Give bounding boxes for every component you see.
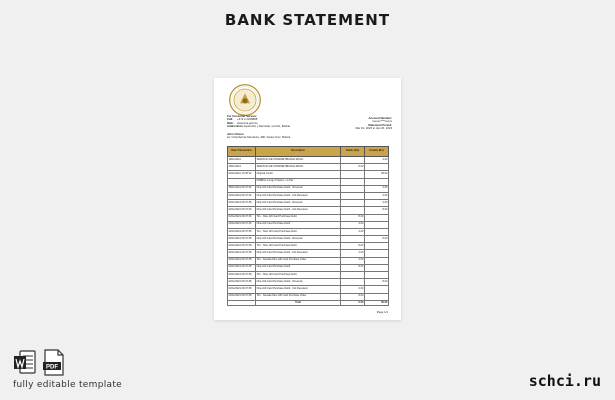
customer-address: Av. Cristóbal de Mendoza, 390, Santa Cruz, Bolivia <box>227 135 291 140</box>
transactions-table <box>227 146 389 306</box>
credit-cell: 2.00 <box>365 185 389 192</box>
table-row <box>228 192 389 199</box>
date-cell <box>228 178 256 185</box>
description-cell: Tim - Nine Gift Card Purchase Debit <box>256 243 341 250</box>
statement-period-label: Statement Period: <box>368 122 392 127</box>
word-icon <box>13 349 36 376</box>
description-cell: Nine Gift Card Purchase Debit - Not Received <box>256 207 341 214</box>
description-cell: Nine Gift Card Purchase Debit <box>256 264 341 271</box>
column-header: Date Transaction <box>228 147 256 157</box>
date-cell: 02/11/2021 13:45:32 <box>228 171 256 178</box>
page-number: Page 1/1 <box>376 310 388 314</box>
date-cell: 02/11/2021 09:47:38 <box>228 257 256 264</box>
credit-cell: 8.00 <box>365 207 389 214</box>
table-row <box>228 272 389 279</box>
credit-cell <box>365 228 389 235</box>
description-cell: Nine Gift Card Purchase Debit - Not Received <box>256 192 341 199</box>
credit-cell <box>365 272 389 279</box>
credit-cell <box>365 293 389 300</box>
description-cell: PARRILLA Jugo Chicken, La Paz <box>256 178 341 185</box>
credit-cell <box>365 243 389 250</box>
credit-cell: 8.00 <box>365 279 389 286</box>
table-row <box>228 164 389 171</box>
debit-cell: 8.00 <box>341 264 365 271</box>
table-row <box>228 264 389 271</box>
table-row <box>228 286 389 293</box>
debit-cell <box>341 236 365 243</box>
date-cell: 02/11/2021 09:47:36 <box>228 214 256 221</box>
date-cell: 18/11/2021 <box>228 157 256 164</box>
statement-period-value: Mar 01, 2023 to Jan 20, 2023 <box>355 125 392 130</box>
credit-cell: 28.00 <box>365 171 389 178</box>
description-cell: Nine Gift Card Purchase Debit - Reversal <box>256 279 341 286</box>
table-row <box>228 257 389 264</box>
debit-cell: 2.00 <box>341 250 365 257</box>
pdf-label: PDF <box>46 364 58 371</box>
debit-cell: 2.00 <box>341 221 365 228</box>
debit-cell: 2.00 <box>341 228 365 235</box>
table-row <box>228 243 389 250</box>
contact-row: Web: www.bna.gob.bo <box>227 120 258 125</box>
description-cell: Tim - Nine Gift Card Purchase Debit <box>256 214 341 221</box>
credit-cell <box>365 221 389 228</box>
date-cell: 02/11/2021 09:47:36 <box>228 207 256 214</box>
date-cell: 02/11/2021 09:47:38 <box>228 293 256 300</box>
column-header: Credits (Bs) <box>365 147 389 157</box>
description-cell: Tim - Nevada Nine Gift Card Purchase Order <box>256 257 341 264</box>
date-cell: 02/11/2021 09:47:38 <box>228 236 256 243</box>
description-cell: Tim - Nine Gift Card Purchase Debit <box>256 272 341 279</box>
bank-seal-icon <box>228 83 262 117</box>
debit-cell: 8.00 <box>341 243 365 250</box>
description-cell: Nine Gift Card Purchase Debit - Reversal <box>256 200 341 207</box>
table-row <box>228 214 389 221</box>
description-cell: SERVICIO DE INTERNET/BANCA MOVIL <box>256 164 341 171</box>
debit-cell <box>341 171 365 178</box>
table-row <box>228 228 389 235</box>
credit-cell: 4.00 <box>365 157 389 164</box>
customer-block <box>227 133 290 140</box>
total-row <box>228 300 389 306</box>
table-row <box>228 185 389 192</box>
description-cell: Nine Gift Card Purchase Debit <box>256 221 341 228</box>
debit-cell <box>341 185 365 192</box>
customer-name: John Citizen <box>227 132 244 136</box>
table-row <box>228 207 389 214</box>
credit-cell <box>365 214 389 221</box>
table-row <box>228 236 389 243</box>
account-number-label: Account Number: <box>368 116 392 120</box>
table-row <box>228 293 389 300</box>
total-credits: 00.00 <box>365 300 389 306</box>
credit-cell <box>365 164 389 171</box>
contact-row: Address:Calle Ayacucho y Mercado, La Paz, Bolivia <box>227 123 291 128</box>
debit-cell: 8.00 <box>341 293 365 300</box>
credit-cell <box>365 264 389 271</box>
description-cell: Nine Gift Card Purchase Debit - Not Received <box>256 250 341 257</box>
description-cell: Nine Gift Card Purchase Debit - Reversal <box>256 185 341 192</box>
description-cell: Tim - Nevada Nine Gift Card Purchase Order <box>256 293 341 300</box>
date-cell: 02/11/2021 09:47:38 <box>228 286 256 293</box>
table-row <box>228 221 389 228</box>
date-cell: 02/11/2021 09:47:32 <box>228 192 256 199</box>
debit-cell: 8.00 <box>341 214 365 221</box>
date-cell: 02/11/2021 09:47:38 <box>228 250 256 257</box>
page-title: BANK STATEMENT <box>224 11 391 29</box>
credit-cell <box>365 257 389 264</box>
description-cell: Nine Gift Card Purchase Debit - Reversal <box>256 236 341 243</box>
credit-cell: 2.00 <box>365 192 389 199</box>
table-row <box>228 178 389 185</box>
date-cell: 28/11/2021 09:47:32 <box>228 185 256 192</box>
pdf-icon <box>43 349 65 376</box>
account-number-value: xxxxxx****xxxxx <box>372 119 392 124</box>
debit-cell: 2.00 <box>341 286 365 293</box>
contact-heading: For Customer Service: <box>227 114 257 118</box>
contact-row: Call: +372 2 2228888 <box>227 117 258 122</box>
date-cell: 02/11/2021 09:47:38 <box>228 279 256 286</box>
statement-document <box>214 78 401 320</box>
date-cell: 02/11/2021 09:47:36 <box>228 228 256 235</box>
description-cell: SERVICIO DE INTERNET/BANCA MOVIL <box>256 157 341 164</box>
debit-cell: 2.00 <box>341 257 365 264</box>
debit-cell: 8.00 <box>341 164 365 171</box>
contact-block <box>227 115 290 128</box>
date-cell: 02/11/2021 09:47:38 <box>228 264 256 271</box>
table-row <box>228 200 389 207</box>
date-cell: 18/11/2021 <box>228 164 256 171</box>
debit-cell <box>341 279 365 286</box>
debit-cell <box>341 200 365 207</box>
date-cell: 02/11/2021 09:47:36 <box>228 221 256 228</box>
total-label: Total <box>256 300 341 306</box>
table-row <box>228 171 389 178</box>
debit-cell <box>341 157 365 164</box>
debit-cell <box>341 207 365 214</box>
table-row <box>228 279 389 286</box>
date-cell: 02/11/2021 09:47:38 <box>228 243 256 250</box>
description-cell: Nine Gift Card Purchase Debit - Not Received <box>256 286 341 293</box>
date-cell: 02/11/2021 09:47:36 <box>228 200 256 207</box>
table-row <box>228 157 389 164</box>
date-cell: 02/11/2021 09:47:38 <box>228 272 256 279</box>
table-row <box>228 250 389 257</box>
debit-cell <box>341 178 365 185</box>
description-cell: Tim - Nine Gift Card Purchase Debit <box>256 228 341 235</box>
credit-cell: 2.00 <box>365 200 389 207</box>
credit-cell <box>365 178 389 185</box>
column-header: Description <box>256 147 341 157</box>
column-header: Debits (Bs) <box>341 147 365 157</box>
credit-cell: 8.00 <box>365 236 389 243</box>
brand-logo[interactable]: schci.ru <box>528 372 601 390</box>
table-header-row <box>228 147 389 157</box>
account-block <box>355 117 392 130</box>
description-cell: Original Credit <box>256 171 341 178</box>
debit-cell <box>341 192 365 199</box>
debit-cell <box>341 272 365 279</box>
total-debits: 0.00 <box>341 300 365 306</box>
footer-text: fully editable template <box>13 380 122 390</box>
credit-cell <box>365 250 389 257</box>
credit-cell <box>365 286 389 293</box>
